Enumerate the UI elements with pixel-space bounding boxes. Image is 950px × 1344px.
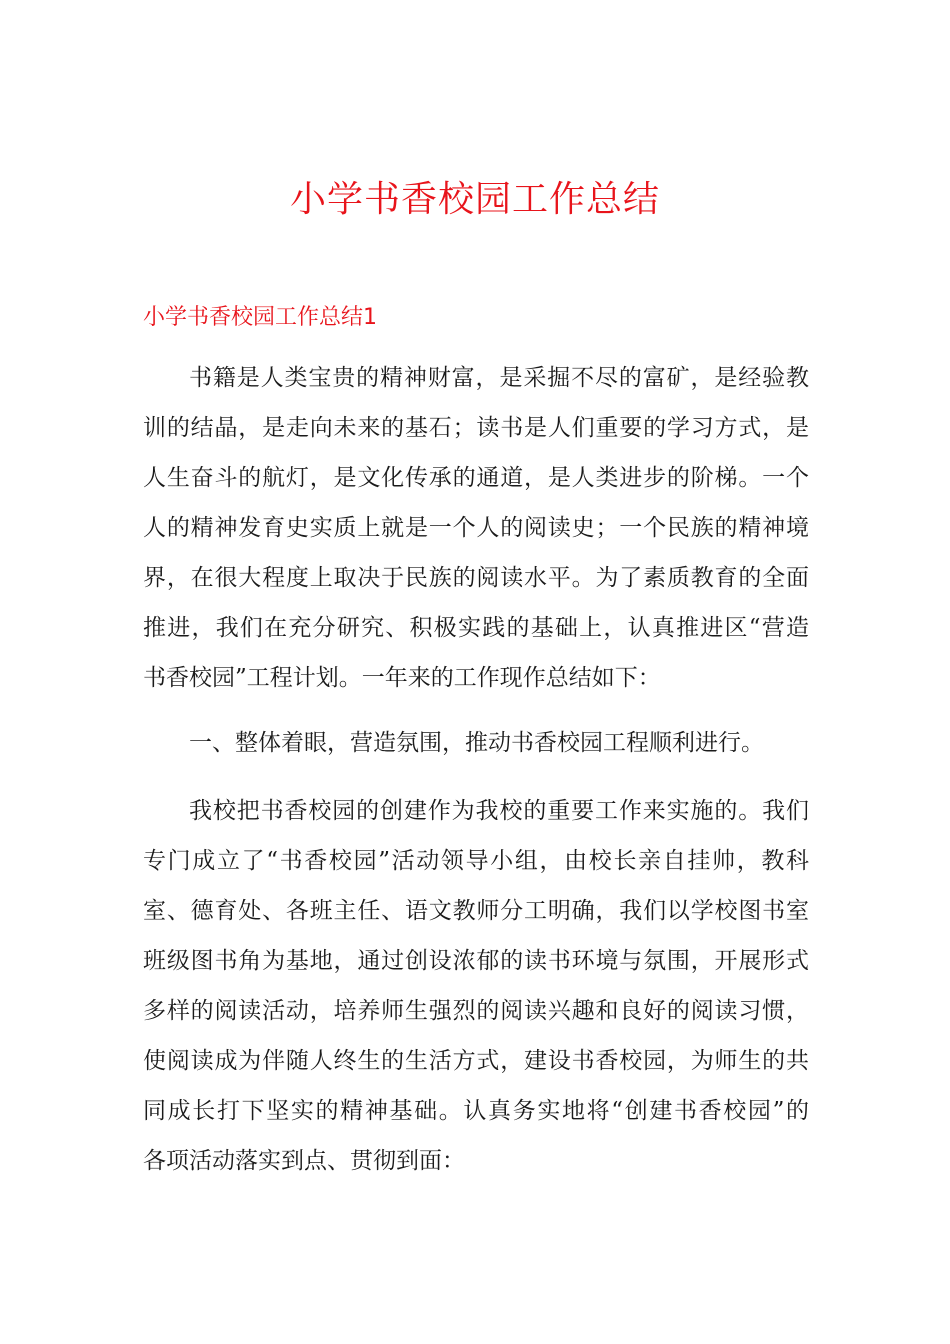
paragraph-line: 界，在很大程度上取决于民族的阅读水平。为了素质教育的全面: [143, 565, 809, 591]
paragraph-intro: [143, 353, 809, 703]
paragraph-details: [143, 786, 809, 1186]
document-title: 小学书香校园工作总结: [289, 179, 660, 220]
paragraph-point-one: [143, 718, 809, 768]
paragraph-line: 我校把书香校园的创建作为我校的重要工作来实施的。我们: [189, 798, 809, 824]
paragraph-line: 使阅读成为伴随人终生的生活方式，建设书香校园，为师生的共: [143, 1048, 809, 1074]
paragraph-line: 室、德育处、各班主任、语文教师分工明确，我们以学校图书室: [143, 898, 809, 924]
paragraph-line: 书籍是人类宝贵的精神财富，是采掘不尽的富矿，是经验教: [189, 365, 809, 391]
paragraph-line: 人生奋斗的航灯，是文化传承的通道，是人类进步的阶梯。一个: [143, 465, 809, 491]
paragraph-line: 人的精神发育史实质上就是一个人的阅读史；一个民族的精神境: [143, 515, 809, 541]
section-heading: 小学书香校园工作总结1: [143, 305, 377, 330]
paragraph-line: 推进，我们在充分研究、积极实践的基础上，认真推进区“营造: [143, 615, 809, 641]
paragraph-line: 书香校园”工程计划。一年来的工作现作总结如下：: [143, 665, 661, 691]
paragraph-line: 专门成立了“书香校园”活动领导小组，由校长亲自挂帅，教科: [143, 848, 809, 874]
paragraph-line: 一、整体着眼，营造氛围，推动书香校园工程顺利进行。: [189, 730, 764, 756]
paragraph-line: 各项活动落实到点、贯彻到面：: [143, 1148, 465, 1174]
paragraph-line: 同成长打下坚实的精神基础。认真务实地将“创建书香校园”的: [143, 1098, 809, 1124]
paragraph-line: 班级图书角为基地，通过创设浓郁的读书环境与氛围，开展形式: [143, 948, 809, 974]
paragraph-line: 训的结晶，是走向未来的基石；读书是人们重要的学习方式，是: [143, 415, 809, 441]
paragraph-line: 多样的阅读活动，培养师生强烈的阅读兴趣和良好的阅读习惯，: [143, 998, 809, 1024]
